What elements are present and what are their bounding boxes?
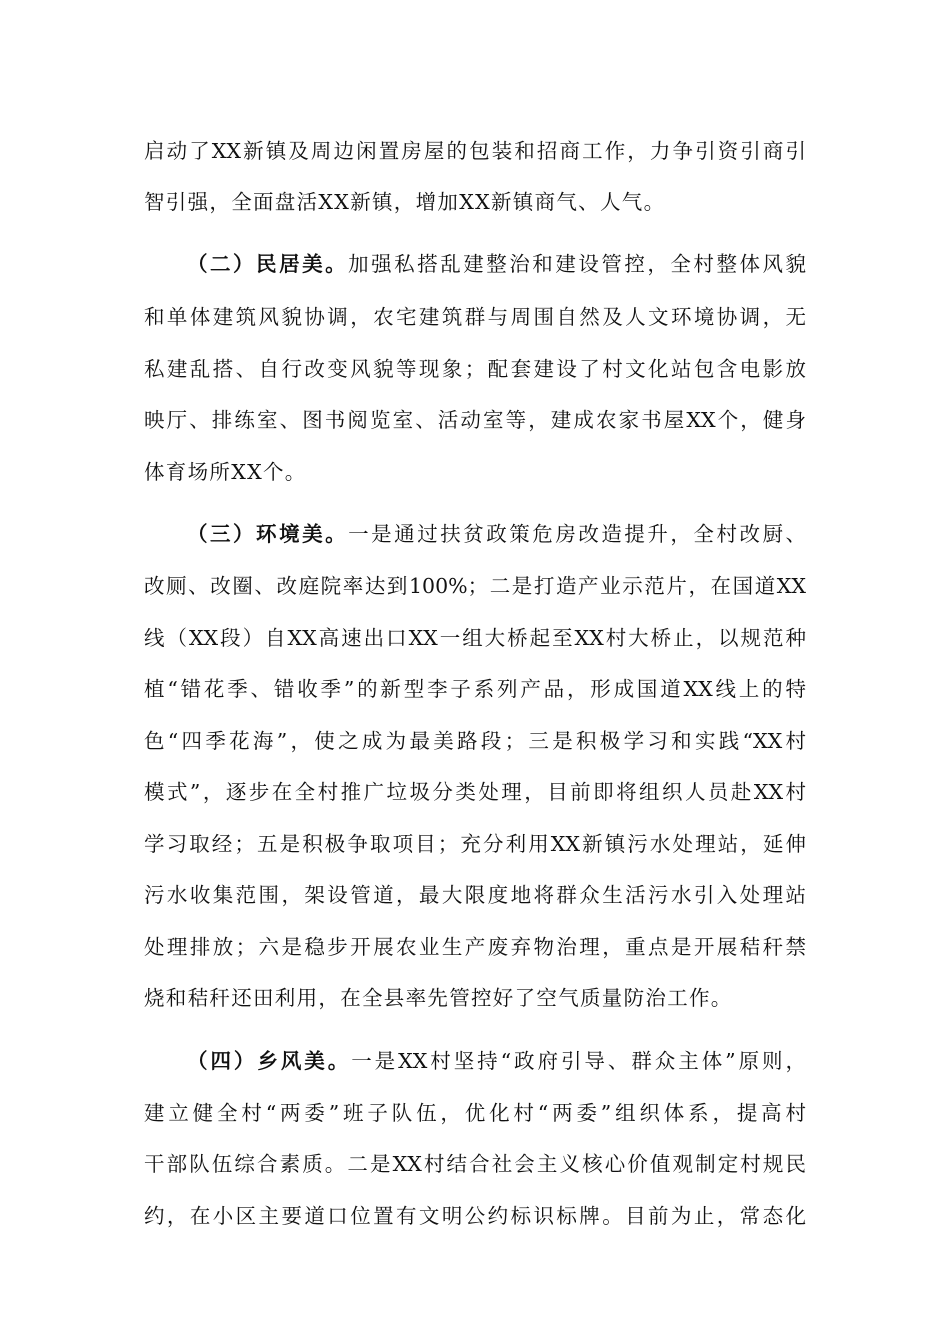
line-text: 烧和秸秆还田利用，在全县率先管控好了空气质量防治工作。 xyxy=(144,986,733,1010)
line-text: 模式”，逐步在全村推广垃圾分类处理，目前即将组织人员赴XX村 xyxy=(144,780,806,804)
paragraph-heading-line-xiangfeng xyxy=(187,1046,806,1076)
section-heading-huanjing: （三）环境美。 xyxy=(187,522,349,546)
line-text: 建立健全村“两委”班子队伍，优化村“两委”组织体系，提高村 xyxy=(144,1101,806,1125)
line-text: 映厅、排练室、图书阅览室、活动室等，建成农家书屋XX个，健身 xyxy=(144,408,806,432)
line-text: 线（XX段）自XX高速出口XX一组大桥起至XX村大桥止，以规范种 xyxy=(144,626,806,650)
text-line-15 xyxy=(144,880,806,910)
line-text: 私建乱搭、自行改变风貌等现象；配套建设了村文化站包含电影放 xyxy=(144,357,806,381)
text-line-1 xyxy=(144,136,806,166)
line-text: 启动了XX新镇及周边闲置房屋的包装和招商工作，力争引资引商引 xyxy=(144,139,806,163)
text-line-2 xyxy=(144,187,806,217)
text-line-17 xyxy=(144,983,806,1013)
text-line-10 xyxy=(144,623,806,653)
line-text: 一是通过扶贫政策危房改造提升，全村改厨、 xyxy=(348,522,806,546)
line-text: 处理排放；六是稳步开展农业生产废弃物治理，重点是开展秸秆禁 xyxy=(144,935,806,959)
line-text: 学习取经；五是积极争取项目；充分利用XX新镇污水处理站，延伸 xyxy=(144,832,806,856)
line-text: 干部队伍综合素质。二是XX村结合社会主义核心价值观制定村规民 xyxy=(144,1152,806,1176)
line-text: 智引强，全面盘活XX新镇，增加XX新镇商气、人气。 xyxy=(144,190,666,214)
section-heading-minju: （二）民居美。 xyxy=(187,252,349,276)
text-line-4 xyxy=(144,302,806,332)
text-line-19 xyxy=(144,1098,806,1128)
line-text: 色“四季花海”，使之成为最美路段；三是积极学习和实践“XX村 xyxy=(144,729,806,753)
text-line-21 xyxy=(144,1201,806,1231)
text-line-5 xyxy=(144,354,806,384)
text-line-6 xyxy=(144,405,806,435)
section-heading-xiangfeng: （四）乡风美。 xyxy=(187,1049,352,1073)
paragraph-heading-line-minju xyxy=(187,249,806,279)
line-text: 约，在小区主要道口位置有文明公约标识标牌。目前为止，常态化 xyxy=(144,1204,806,1228)
line-text: 体育场所XX个。 xyxy=(144,460,307,484)
text-line-20 xyxy=(144,1149,806,1179)
paragraph-heading-line-huanjing xyxy=(187,519,806,549)
line-text: 加强私搭乱建整治和建设管控，全村整体风貌 xyxy=(348,252,806,276)
text-line-16 xyxy=(144,932,806,962)
text-line-12 xyxy=(144,726,806,756)
text-line-7 xyxy=(144,457,806,487)
line-text: 改厕、改圈、改庭院率达到100%；二是打造产业示范片，在国道XX xyxy=(144,574,806,598)
text-line-11 xyxy=(144,674,806,704)
text-line-14 xyxy=(144,829,806,859)
line-text: 一是XX村坚持“政府引导、群众主体”原则， xyxy=(351,1049,806,1073)
line-text: 和单体建筑风貌协调，农宅建筑群与周围自然及人文环境协调，无 xyxy=(144,305,806,329)
text-line-13 xyxy=(144,777,806,807)
text-line-9 xyxy=(144,571,806,601)
line-text: 污水收集范围，架设管道，最大限度地将群众生活污水引入处理站 xyxy=(144,883,806,907)
line-text: 植“错花季、错收季”的新型李子系列产品，形成国道XX线上的特 xyxy=(144,677,806,701)
